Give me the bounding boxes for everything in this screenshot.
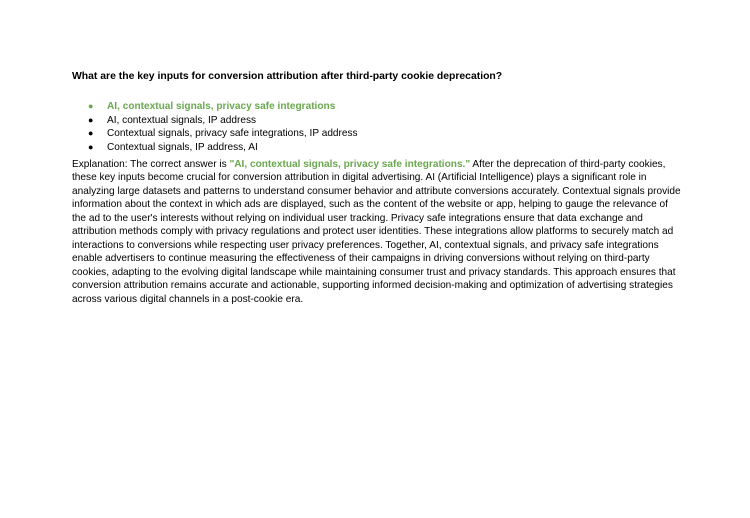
answer-option [72, 114, 682, 128]
question-heading: What are the key inputs for conversion attribution after third-party cookie deprecation? [72, 71, 503, 82]
answer-option [72, 141, 682, 155]
answer-option-text: AI, contextual signals, IP address [107, 114, 257, 126]
explanation-body: After the deprecation of third-party cookies, these key inputs become crucial for conversion attribution in digital advertising. AI (Artificial Intelligence) plays a significant role in analyzing large datasets and patterns to understand consumer behavior and attribute conversions accurately. Contextual signals provide information about the context in which ads are displayed, such as the content of the website or app, helping to gauge the relevance of the ad to the user's interests without relying on individual user tracking. Privacy safe integrations ensure that data exchange and attribution methods comply with privacy regulations and protect user identities. These integrations allow platforms to securely match ad interactions to conversions while respecting user privacy preferences. Together, AI, contextual signals, and privacy safe integrations enable advertisers to continue measuring the effectiveness of their campaigns in driving conversions without relying on third-party cookies, adapting to the evolving digital landscape while maintaining consumer trust and privacy standards. This approach ensures that conversion attribution remains accurate and actionable, supporting informed decision-making and optimization of advertising strategies across various digital channels in a post-cookie era. [72, 159, 681, 305]
answer-options-list [72, 100, 682, 154]
answer-option-text: Contextual signals, IP address, AI [107, 141, 258, 153]
bullet-icon: ● [88, 114, 94, 125]
explanation-paragraph [72, 158, 684, 306]
answer-option [72, 100, 682, 114]
answer-option-text: AI, contextual signals, privacy safe integrations [107, 101, 336, 112]
correct-answer-highlight: "AI, contextual signals, privacy safe integrations." [229, 159, 471, 170]
bullet-icon: ● [88, 101, 94, 111]
bullet-icon: ● [88, 141, 94, 152]
answer-option-text: Contextual signals, privacy safe integrations, IP address [107, 128, 358, 139]
explanation-prefix: Explanation: The correct answer is [72, 159, 230, 170]
answer-option [72, 127, 682, 141]
bullet-icon: ● [88, 128, 94, 138]
